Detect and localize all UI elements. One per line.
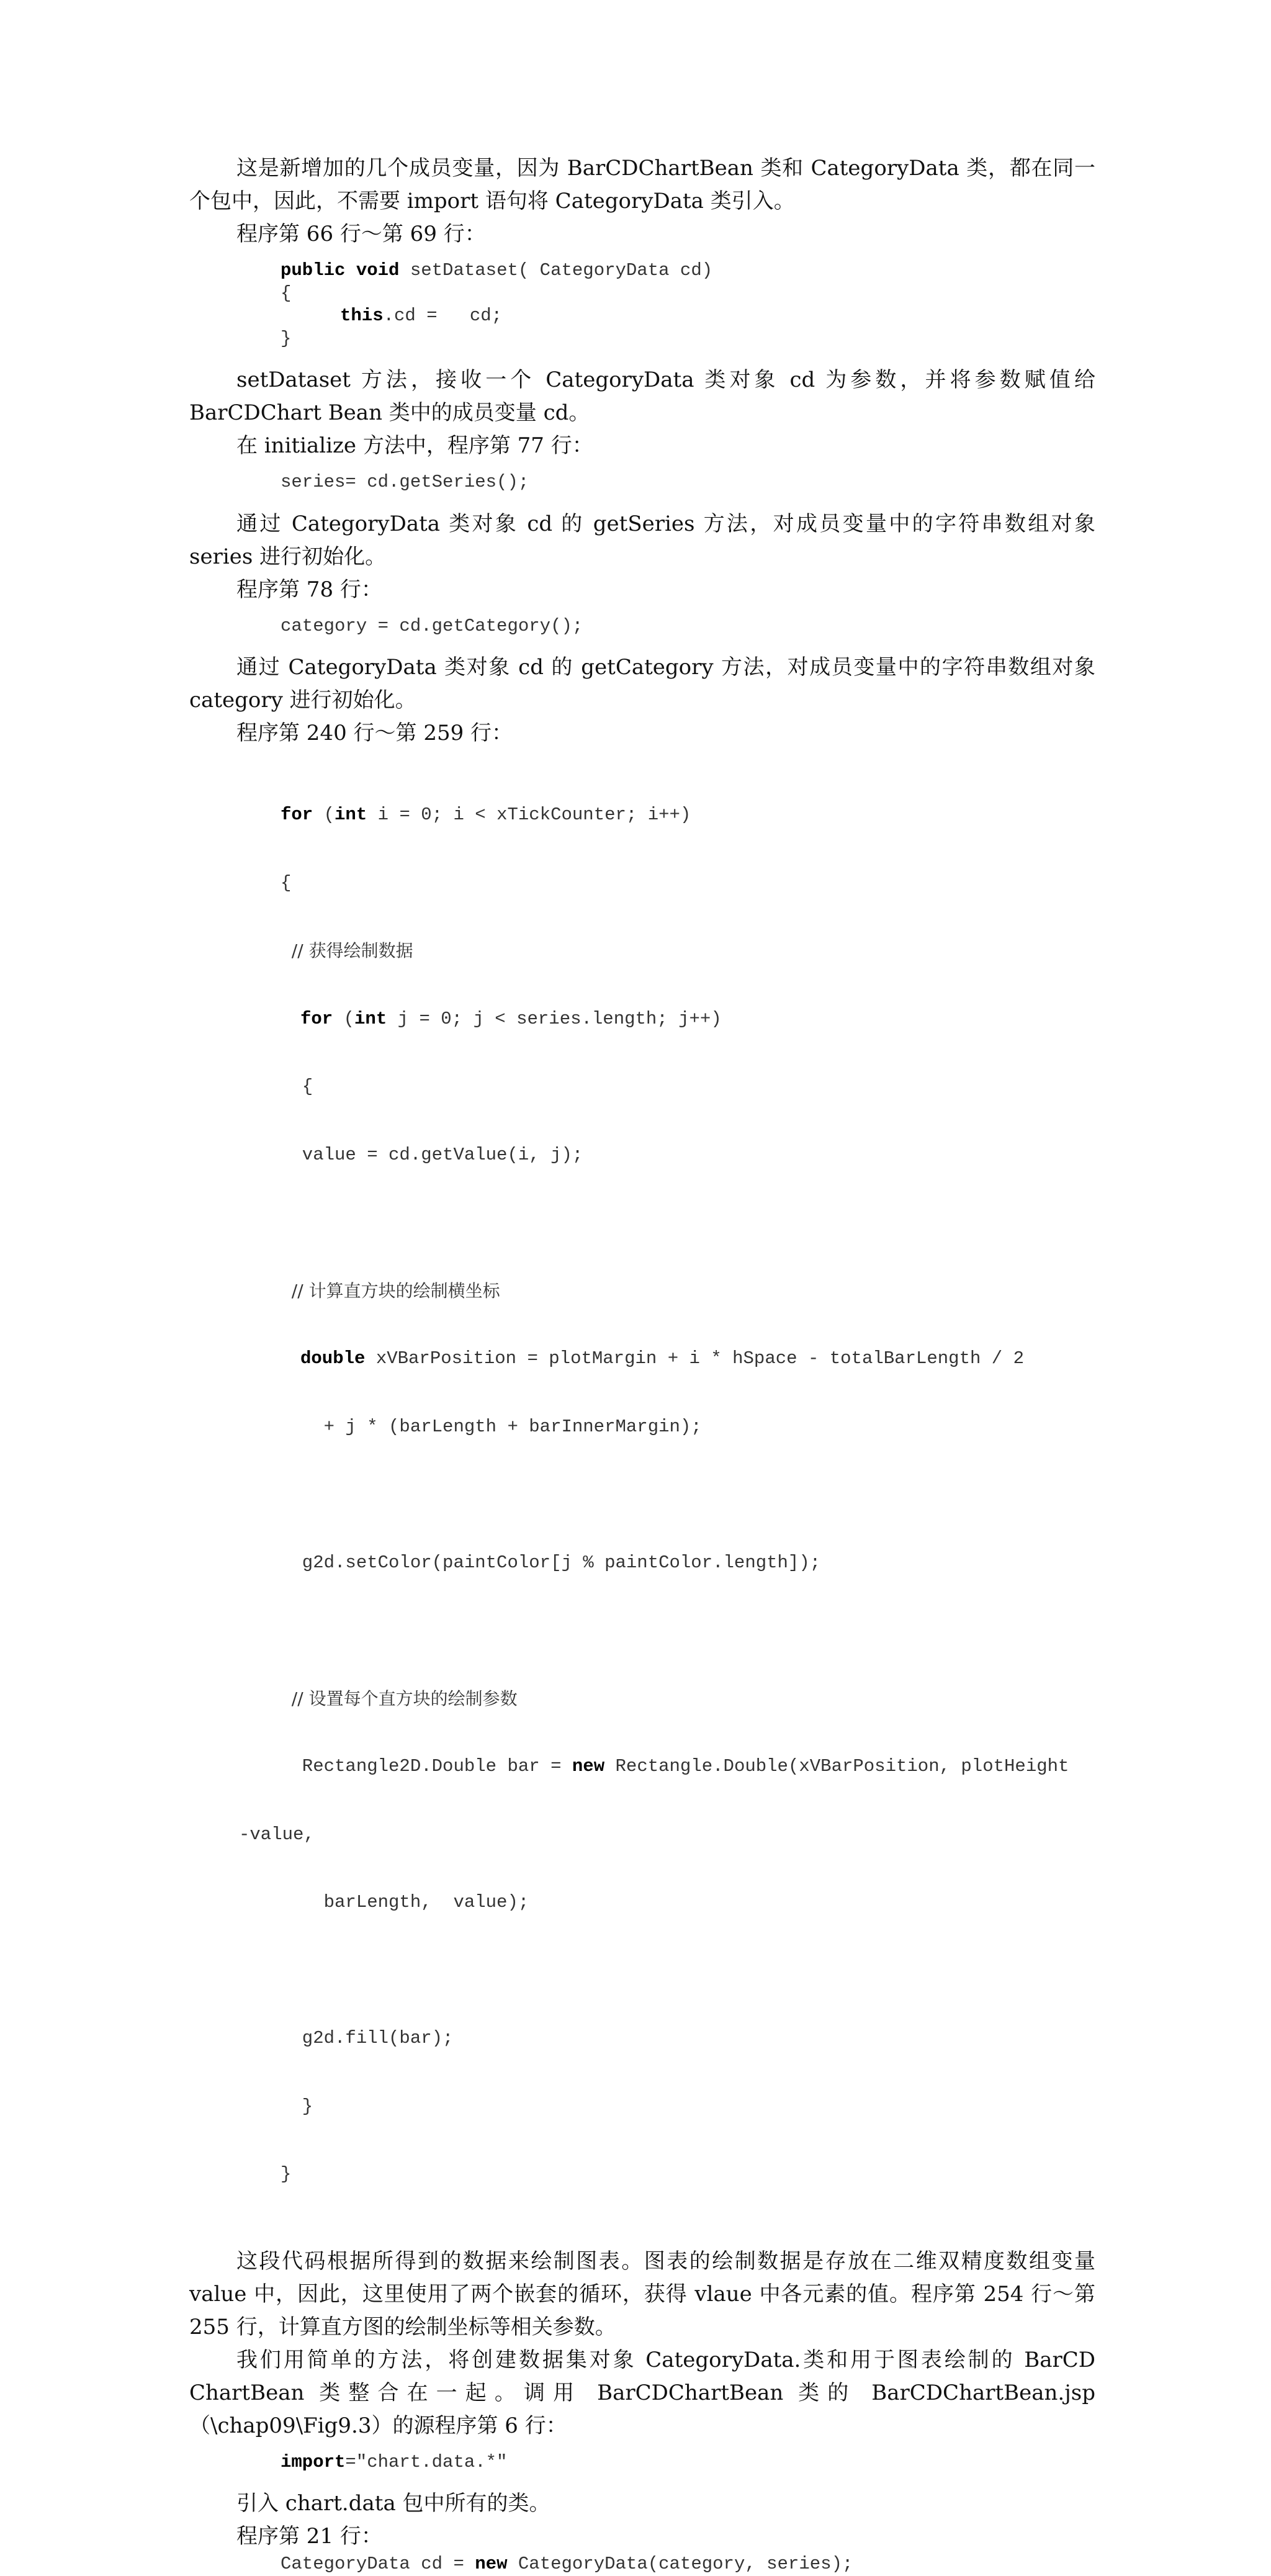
code-line [281,305,1095,328]
code-text: CategoryData(category, series); [507,2554,853,2574]
code-line: { [281,1076,313,1097]
code-line: series= cd.getSeries(); [281,472,529,492]
paragraph-integration: 我们用简单的方法，将创建数据集对象 CategoryData.类和用于图表绘制的 BarCD ChartBean 类整合在一起。调用 BarCDChartBean 类的 BarCDChartBean.jsp（\chap09\Fig9.3）的源程序第 6 行： [189,2347,1095,2438]
code-line: barLength, value); [281,1892,529,1912]
heading-lines-66-69: 程序第 66 行～第 69 行： [236,222,486,246]
code-block-draw-loop [189,759,1095,2231]
paragraph-draw-explanation: 这段代码根据所得到的数据来绘制图表。图表的绘制数据是存放在二维双精度数组变量 value 中，因此，这里使用了两个嵌套的循环，获得 vlaue 中各元素的值。程序第 254 行～第 255 行，计算直方图的绘制坐标等相关参数。 [189,2248,1095,2340]
heading-line-21: 程序第 21 行： [236,2524,382,2549]
code-text: ="chart.data.*" [345,2451,508,2472]
code-line: } [281,2096,313,2117]
code-line [189,1755,1095,1778]
heading-line-78: 程序第 78 行： [236,577,382,602]
code-text: j = 0; j < series.length; j++) [387,1008,722,1029]
code-line: { [281,282,292,304]
code-line: + j * (barLength + barInnerMargin); [281,1416,702,1437]
code-line: { [281,872,292,893]
code-keyword: for [281,804,313,825]
code-line: category = cd.getCategory(); [281,615,583,636]
code-block-getseries [189,471,1095,494]
code-keyword: for [300,1008,333,1029]
paragraph-import-explanation: 引入 chart.data 包中所有的类。 [236,2491,550,2516]
code-line [189,1008,1095,1031]
code-keyword: import [281,2451,346,2472]
code-line: g2d.fill(bar); [281,2028,454,2048]
code-text: xVBarPosition = plotMargin + i * hSpace - totalBarLength / 2 [365,1348,1024,1369]
paragraph-setdataset: setDataset 方法，接收一个 CategoryData 类对象 cd 为参数，并将参数赋值给 BarCDChart Bean 类中的成员变量 cd。 [189,367,1095,425]
code-line: value = cd.getValue(i, j); [281,1144,583,1165]
code-keyword: int [335,804,367,825]
code-text: ( [333,1008,355,1029]
code-keyword: double [300,1348,366,1369]
code-text: Rectangle2D.Double bar = [281,1756,572,1777]
code-comment: // 获得绘制数据 [281,940,413,961]
code-text: setDataset( CategoryData cd) [399,260,713,281]
code-line [281,2553,1095,2576]
code-line: -value, [239,1824,315,1845]
code-block-import [189,2451,1095,2474]
page-content [189,152,1095,2576]
code-comment: // 设置每个直方块的绘制参数 [281,1688,518,1709]
code-line: } [281,328,292,349]
paragraph-getcategory: 通过 CategoryData 类对象 cd 的 getCategory 方法，对成员变量中的字符串数组对象 category 进行初始化。 [189,655,1095,713]
code-text: .cd = cd; [383,305,503,326]
code-text: Rectangle.Double(xVBarPosition, plotHeight [604,1756,1069,1777]
code-line [189,1348,1095,1371]
paragraph-getseries: 通过 CategoryData 类对象 cd 的 getSeries 方法，对成员变量中的字符串数组对象 series 进行初始化。 [189,511,1095,569]
heading-lines-240-259: 程序第 240 行～第 259 行： [236,721,513,745]
code-line [189,804,1095,827]
code-keyword: this [340,305,384,326]
code-keyword: new [475,2554,508,2574]
code-text: CategoryData cd = [281,2554,475,2574]
code-block-new-categorydata [189,2553,1095,2576]
code-text: i = 0; i < xTickCounter; i++) [367,804,691,825]
code-block-setdataset [189,259,1095,350]
code-comment: // 计算直方块的绘制横坐标 [281,1280,500,1301]
code-line: } [281,2164,292,2184]
code-text: ( [313,804,335,825]
code-block-getcategory [189,615,1095,638]
code-line [281,2451,1095,2474]
code-keyword: public void [281,260,400,281]
code-keyword: new [572,1756,605,1777]
code-line [281,259,1095,282]
paragraph-member-variables: 这是新增加的几个成员变量，因为 BarCDChartBean 类和 CategoryData 类，都在同一个包中，因此，不需要 import 语句将 CategoryData 类引入。 [189,156,1095,214]
heading-line-77: 在 initialize 方法中，程序第 77 行： [236,433,593,458]
code-line: g2d.setColor(paintColor[j % paintColor.length]); [281,1552,821,1573]
code-keyword: int [354,1008,387,1029]
